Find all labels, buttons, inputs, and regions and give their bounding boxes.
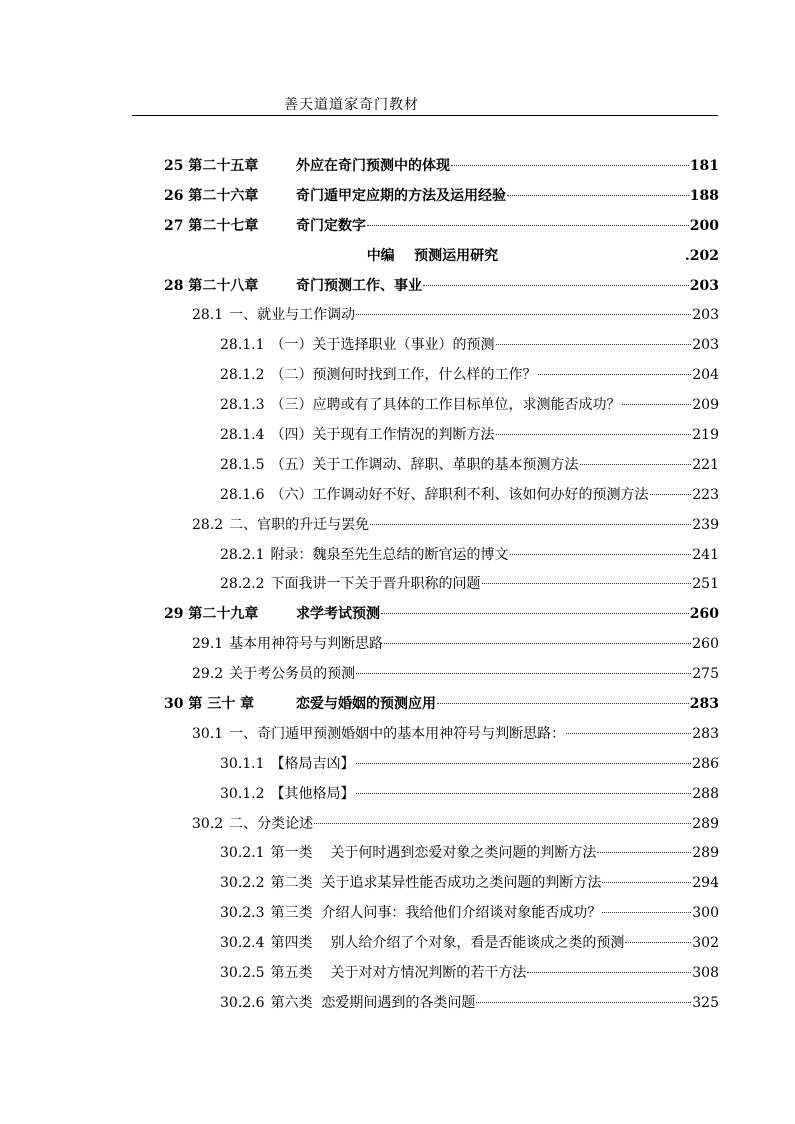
toc-entry-chapter[interactable] (160, 690, 719, 720)
dot-leader (510, 554, 692, 555)
toc-page-number: 241 (692, 546, 719, 563)
dot-leader (437, 703, 689, 704)
table-of-contents (160, 152, 719, 1019)
toc-entry-title: 第四类 别人给介绍了个对象，看是否能谈成之类的预测 (270, 935, 625, 952)
toc-page-number: .202 (684, 247, 719, 264)
toc-section-number: 28.1.6 (220, 486, 265, 503)
toc-entry-title: （四）关于现有工作情况的判断方法 (270, 427, 495, 444)
toc-section-number: 25 第二十五章 (164, 158, 259, 174)
toc-page-number: 289 (692, 815, 719, 832)
toc-entry-l3[interactable] (160, 391, 719, 421)
toc-entry-title: 第五类 关于对对方情况判断的若干方法 (270, 965, 527, 982)
page-header (0, 94, 795, 114)
toc-section-number: 29.1 (192, 636, 224, 653)
toc-section-number: 28.1 (192, 307, 224, 324)
toc-entry-l2[interactable] (160, 660, 719, 690)
toc-section-number: 30.2.1 (220, 845, 265, 862)
dot-leader (367, 225, 689, 226)
toc-part-title: 中编 预测运用研究 (366, 247, 499, 264)
toc-entry-l3[interactable] (160, 899, 719, 929)
toc-entry-title: 外应在奇门预测中的体现 (296, 158, 450, 174)
toc-section-number: 28.2 (192, 516, 224, 533)
toc-entry-title: 第三类 介绍人问事：我给他们介绍谈对象能否成功？ (270, 905, 602, 922)
dot-leader (356, 314, 691, 315)
toc-entry-title: 【其他格局】 (270, 785, 355, 802)
toc-section-number: 30.1 (192, 725, 224, 742)
toc-page-number: 308 (692, 965, 719, 982)
toc-page-number: 209 (692, 397, 719, 414)
toc-entry-title: 恋爱与婚姻的预测应用 (296, 696, 436, 713)
header-rule (132, 115, 718, 116)
toc-entry-l3[interactable] (160, 869, 719, 899)
toc-section-number: 29 第二十九章 (164, 606, 259, 623)
dot-leader (580, 464, 692, 465)
dot-leader (507, 195, 689, 196)
dot-leader (482, 583, 692, 584)
toc-entry-title: （六）工作调动好不好、辞职利不利、该如何办好的预测方法 (270, 486, 649, 503)
toc-entry-title: 一、奇门遁甲预测婚姻中的基本用神符号与判断思路： (229, 725, 566, 742)
dot-leader (622, 404, 692, 405)
toc-page-number: 200 (689, 217, 719, 234)
toc-section-number: 30.2.6 (220, 994, 265, 1011)
header-title: 善天道道家奇门教材 (284, 97, 419, 113)
toc-section-number: 30.2.3 (220, 905, 265, 922)
dot-leader (538, 374, 692, 375)
dot-leader (597, 852, 691, 853)
toc-section-number: 30.2 (192, 815, 224, 832)
toc-section-number: 28.1.5 (220, 456, 265, 473)
dot-leader (476, 1002, 691, 1003)
toc-entry-l3[interactable] (160, 750, 719, 780)
dot-leader (370, 524, 691, 525)
toc-section-number: 28.1.4 (220, 427, 265, 444)
toc-entry-title: 关于考公务员的预测 (229, 666, 356, 683)
toc-entry-chapter[interactable] (160, 152, 719, 182)
toc-entry-l3[interactable] (160, 541, 719, 571)
toc-entry-l3[interactable] (160, 989, 719, 1019)
toc-entry-title: （三）应聘或有了具体的工作目标单位，求测能否成功？ (270, 397, 621, 414)
toc-page-number: 325 (692, 994, 719, 1011)
toc-entry-title: 第二类 关于追求某异性能否成功之类问题的判断方法 (270, 875, 602, 892)
dot-leader (356, 793, 692, 794)
toc-section-number: 28.1.3 (220, 397, 265, 414)
dot-leader (566, 733, 691, 734)
dot-leader (625, 942, 691, 943)
toc-page-number: 239 (692, 516, 719, 533)
toc-section-number: 28.2.2 (220, 576, 265, 593)
toc-entry-l2[interactable] (160, 720, 719, 750)
toc-page-number: 251 (692, 576, 719, 593)
dot-leader (423, 285, 689, 286)
dot-leader (451, 165, 689, 166)
dot-leader (602, 912, 691, 913)
toc-page-number: 260 (689, 606, 719, 623)
dot-leader (384, 643, 691, 644)
dot-leader (602, 882, 691, 883)
toc-entry-l3[interactable] (160, 361, 719, 391)
toc-page-number: 260 (692, 636, 719, 653)
toc-section-number: 27 第二十七章 (164, 217, 259, 234)
toc-entry-title: 二、分类论述 (229, 815, 314, 832)
toc-entry-title: 奇门遁甲定应期的方法及运用经验 (296, 187, 506, 204)
dot-leader (314, 823, 691, 824)
toc-section-number: 30.2.2 (220, 875, 265, 892)
toc-page-number: 203 (692, 337, 719, 354)
toc-page-number: 288 (692, 785, 719, 802)
toc-entry-chapter[interactable] (160, 272, 719, 302)
toc-section-number: 28.1.2 (220, 367, 265, 384)
toc-page-number: 283 (692, 725, 719, 742)
toc-page-number: 219 (692, 427, 719, 444)
toc-page-number: 283 (689, 696, 719, 713)
toc-entry-chapter[interactable] (160, 600, 719, 630)
toc-entry-l3[interactable] (160, 421, 719, 451)
toc-page-number: 294 (692, 875, 719, 892)
toc-entry-l3[interactable] (160, 451, 719, 481)
dot-leader (650, 494, 692, 495)
toc-entry-title: 【格局吉凶】 (270, 755, 355, 772)
toc-entry-chapter[interactable] (160, 182, 719, 212)
toc-entry-l3[interactable] (160, 839, 719, 869)
toc-entry-l3[interactable] (160, 570, 719, 600)
toc-section-number: 28.2.1 (220, 546, 265, 563)
toc-entry-part[interactable] (160, 242, 719, 272)
toc-entry-l3[interactable] (160, 331, 719, 361)
toc-entry-l2[interactable] (160, 301, 719, 331)
toc-entry-title: 附录：魏泉至先生总结的断官运的博文 (270, 546, 509, 563)
toc-entry-l3[interactable] (160, 481, 719, 511)
dot-leader (356, 763, 692, 764)
toc-entry-l3[interactable] (160, 959, 719, 989)
toc-entry-title: 奇门定数字 (296, 217, 366, 234)
toc-section-number: 30.2.4 (220, 935, 265, 952)
toc-page-number: 223 (692, 486, 719, 503)
toc-section-number: 30.1.1 (220, 755, 265, 772)
toc-section-number: 29.2 (192, 666, 224, 683)
dot-leader (381, 613, 689, 614)
toc-page-number: 204 (692, 367, 719, 384)
toc-entry-title: 下面我讲一下关于晋升职称的问题 (270, 576, 481, 593)
toc-entry-title: （一）关于选择职业（事业）的预测 (270, 337, 495, 354)
toc-entry-title: 求学考试预测 (296, 606, 380, 623)
toc-section-number: 30 第 三十 章 (164, 696, 255, 713)
toc-entry-title: （二）预测何时找到工作，什么样的工作？ (270, 367, 537, 384)
toc-section-number: 30.1.2 (220, 785, 265, 802)
toc-page-number: 275 (692, 666, 719, 683)
toc-page-number: 286 (692, 755, 719, 772)
toc-page-number: 203 (692, 307, 719, 324)
toc-section-number: 28 第二十八章 (164, 277, 259, 294)
toc-page-number: 300 (692, 905, 719, 922)
toc-section-number: 30.2.5 (220, 965, 265, 982)
toc-page-number: 181 (689, 158, 719, 174)
toc-section-number: 26 第二十六章 (164, 187, 259, 204)
toc-page-number: 302 (692, 935, 719, 952)
toc-entry-title: （五）关于工作调动、辞职、革职的基本预测方法 (270, 456, 579, 473)
toc-page-number: 289 (692, 845, 719, 862)
toc-entry-title: 奇门预测工作、事业 (296, 277, 422, 294)
toc-entry-title: 二、官职的升迁与罢免 (229, 516, 370, 533)
toc-entry-title: 一、就业与工作调动 (229, 307, 356, 324)
dot-leader (496, 344, 692, 345)
toc-page-number: 188 (689, 187, 719, 204)
dot-leader (496, 434, 692, 435)
toc-page-number: 203 (689, 277, 719, 294)
toc-entry-title: 第六类 恋爱期间遇到的各类问题 (270, 994, 476, 1011)
toc-entry-title: 第一类 关于何时遇到恋爱对象之类问题的判断方法 (270, 845, 597, 862)
toc-entry-l3[interactable] (160, 929, 719, 959)
toc-page-number: 221 (692, 456, 719, 473)
dot-leader (527, 972, 691, 973)
toc-entry-chapter[interactable] (160, 212, 719, 242)
toc-entry-l3[interactable] (160, 780, 719, 810)
dot-leader (356, 673, 691, 674)
toc-entry-l2[interactable] (160, 810, 719, 840)
toc-entry-l2[interactable] (160, 630, 719, 660)
toc-section-number: 28.1.1 (220, 337, 265, 354)
toc-entry-l2[interactable] (160, 511, 719, 541)
toc-entry-title: 基本用神符号与判断思路 (229, 636, 384, 653)
